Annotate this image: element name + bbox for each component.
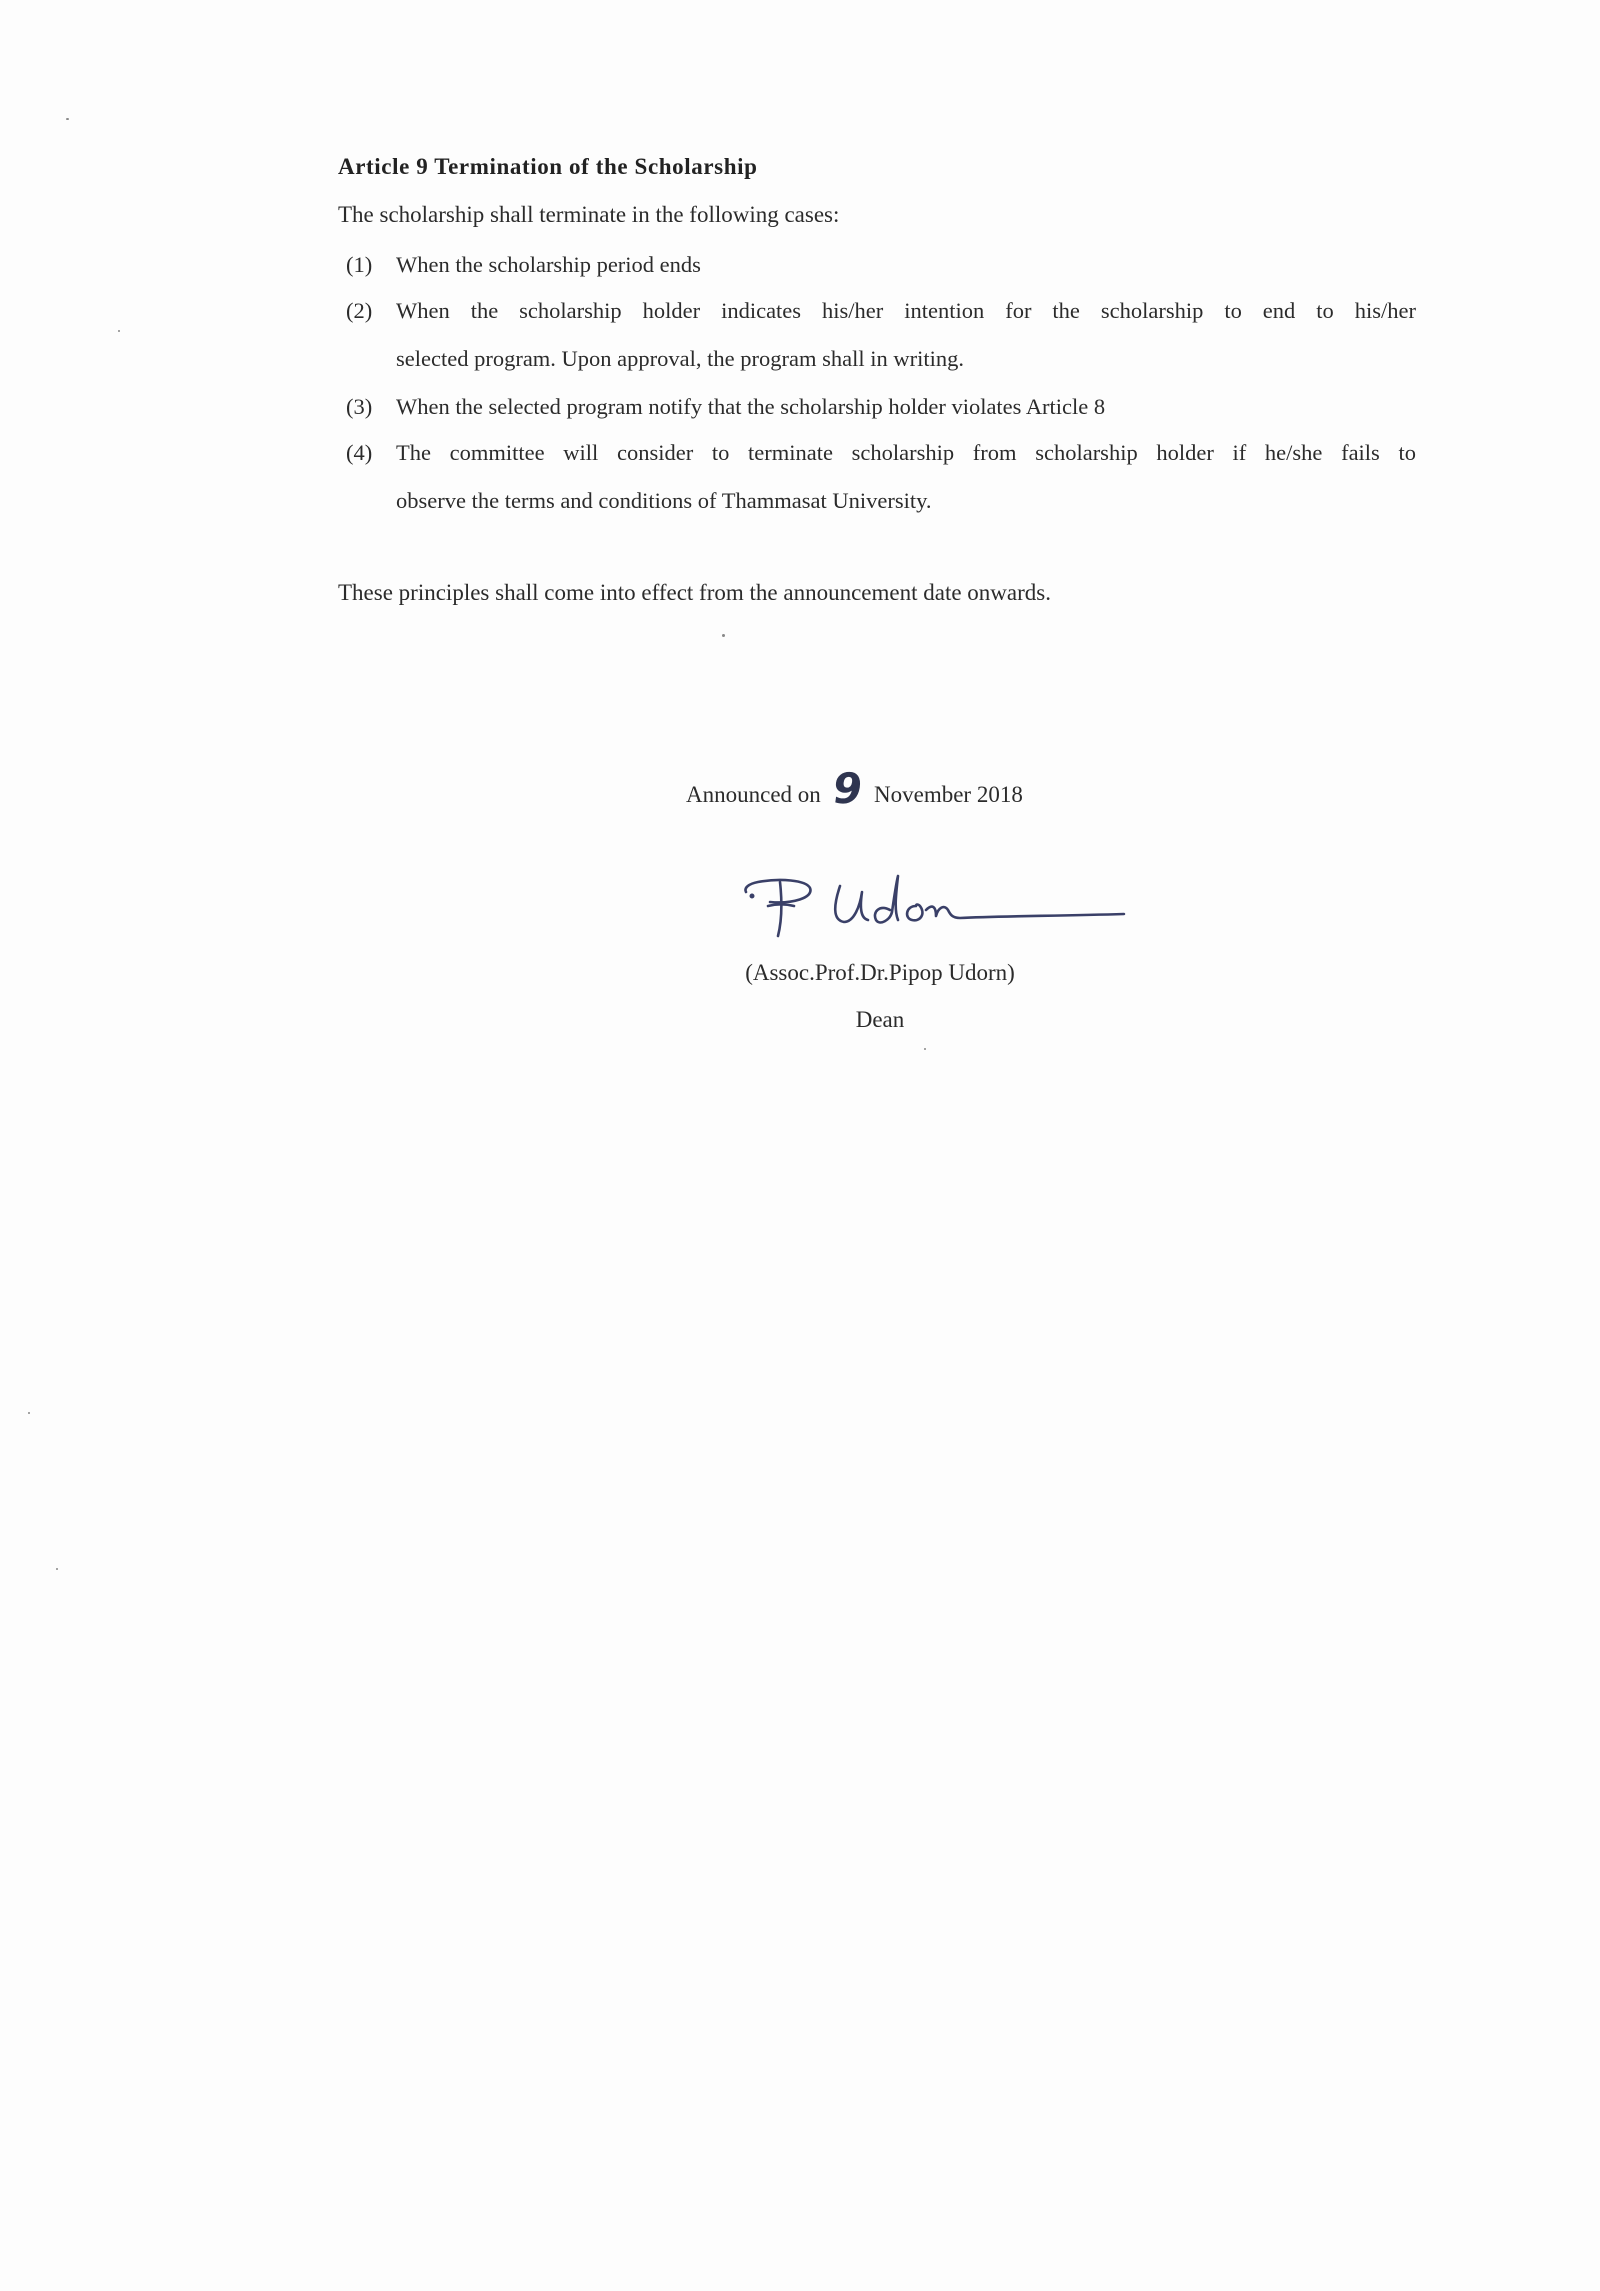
list-item-text: When the scholarship period ends — [396, 252, 701, 277]
article-intro: The scholarship shall terminate in the following cases: — [338, 202, 840, 227]
list-item-text: When the scholarship holder indicates his/her intention for the scholarship to end to his/her — [396, 298, 1416, 323]
list-item-text: When the selected program notify that the scholarship holder violates Article 8 — [396, 394, 1106, 419]
scan-speck — [118, 330, 120, 332]
scan-speck — [66, 118, 69, 120]
list-item-2-continuation: selected program. Upon approval, the program shall in writing. — [396, 346, 964, 371]
scan-speck — [924, 1048, 926, 1050]
scan-speck — [722, 634, 725, 637]
list-item-2 — [346, 298, 1416, 324]
list-item-4-continuation: observe the terms and conditions of Thammasat University. — [396, 488, 932, 513]
list-item-3 — [346, 394, 1105, 420]
list-item-number: (2) — [346, 298, 373, 323]
signature-image — [740, 870, 1130, 940]
list-item-number: (4) — [346, 440, 373, 465]
list-item-text: The committee will consider to terminate scholarship from scholarship holder if he/she fails to — [396, 440, 1416, 465]
announcement-prefix: Announced on — [686, 781, 821, 807]
closing-statement: These principles shall come into effect from the announcement date onwards. — [338, 580, 1051, 605]
signer-name: (Assoc.Prof.Dr.Pipop Udorn) — [745, 960, 1015, 985]
announcement-month-year: November 2018 — [874, 781, 1023, 807]
announcement-date — [686, 764, 1023, 819]
list-item-number: (3) — [346, 394, 373, 419]
list-item-4 — [346, 440, 1416, 466]
scan-speck — [28, 1412, 30, 1414]
handwritten-day: 9 — [829, 764, 866, 813]
article-heading: Article 9 Termination of the Scholarship — [338, 154, 758, 179]
list-item-1 — [346, 252, 701, 278]
scan-speck — [56, 1568, 58, 1570]
signer-title: Dean — [855, 1007, 905, 1032]
list-item-number: (1) — [346, 252, 373, 277]
